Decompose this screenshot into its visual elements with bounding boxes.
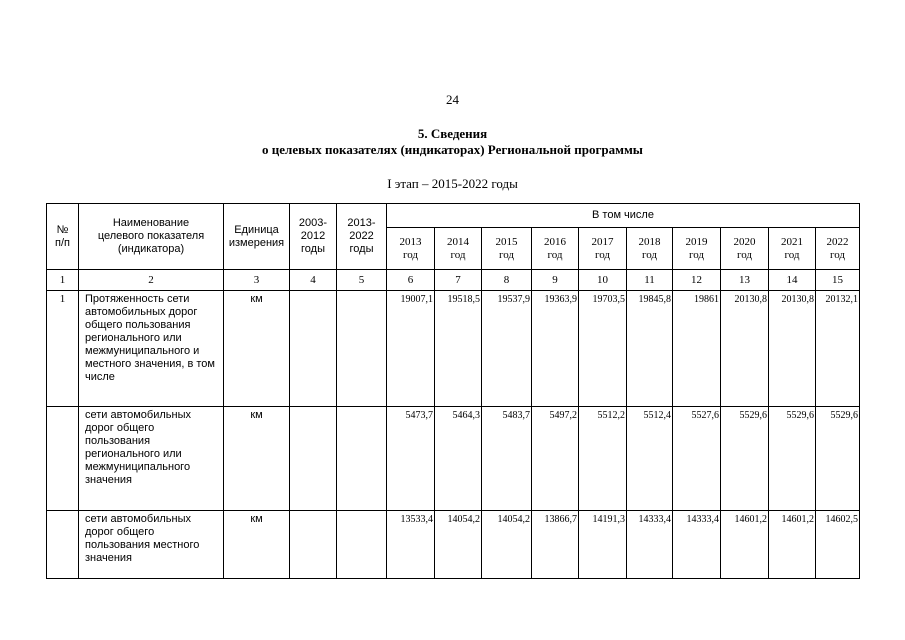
column-number: 13 bbox=[721, 270, 769, 291]
column-number: 4 bbox=[290, 270, 337, 291]
header-unit: Единица измерения bbox=[224, 204, 290, 270]
value-cell: 14333,4 bbox=[673, 511, 721, 579]
header-year: 2022 год bbox=[816, 228, 860, 270]
value-cell: 19363,9 bbox=[532, 291, 579, 407]
value-cell: 5512,4 bbox=[627, 407, 673, 511]
table-row bbox=[47, 407, 860, 511]
value-cell: 20130,8 bbox=[721, 291, 769, 407]
stage-caption: I этап – 2015-2022 годы bbox=[387, 176, 518, 191]
column-number: 8 bbox=[482, 270, 532, 291]
header-year: 2014 год bbox=[435, 228, 482, 270]
value-cell: 14054,2 bbox=[435, 511, 482, 579]
value-cell: 14054,2 bbox=[482, 511, 532, 579]
header-year: 2018 год bbox=[627, 228, 673, 270]
header-year: 2021 год bbox=[769, 228, 816, 270]
column-number: 12 bbox=[673, 270, 721, 291]
table-row bbox=[47, 291, 860, 407]
period-cell bbox=[290, 291, 337, 407]
unit-cell: км bbox=[224, 407, 290, 511]
period-cell bbox=[290, 511, 337, 579]
header-year: 2019 год bbox=[673, 228, 721, 270]
value-cell: 19518,5 bbox=[435, 291, 482, 407]
page-number: 24 bbox=[446, 92, 459, 107]
column-number: 10 bbox=[579, 270, 627, 291]
value-cell: 5529,6 bbox=[816, 407, 860, 511]
value-cell: 5497,2 bbox=[532, 407, 579, 511]
column-number: 5 bbox=[337, 270, 387, 291]
column-number: 7 bbox=[435, 270, 482, 291]
row-number bbox=[47, 407, 79, 511]
column-number: 14 bbox=[769, 270, 816, 291]
value-cell: 19007,1 bbox=[387, 291, 435, 407]
value-cell: 5529,6 bbox=[769, 407, 816, 511]
column-number: 1 bbox=[47, 270, 79, 291]
document-title bbox=[0, 126, 905, 158]
value-cell: 5512,2 bbox=[579, 407, 627, 511]
period-cell bbox=[337, 407, 387, 511]
unit-cell: км bbox=[224, 291, 290, 407]
period-cell bbox=[337, 511, 387, 579]
column-number: 11 bbox=[627, 270, 673, 291]
indicator-name: сети автомобильных дорог общего пользования регионального или межмуниципального значения bbox=[79, 407, 224, 511]
column-number: 9 bbox=[532, 270, 579, 291]
indicators-table bbox=[46, 203, 860, 579]
column-number: 2 bbox=[79, 270, 224, 291]
value-cell: 14333,4 bbox=[627, 511, 673, 579]
value-cell: 5483,7 bbox=[482, 407, 532, 511]
value-cell: 20132,1 bbox=[816, 291, 860, 407]
value-cell: 14601,2 bbox=[769, 511, 816, 579]
value-cell: 13533,4 bbox=[387, 511, 435, 579]
value-cell: 20130,8 bbox=[769, 291, 816, 407]
value-cell: 19703,5 bbox=[579, 291, 627, 407]
value-cell: 13866,7 bbox=[532, 511, 579, 579]
header-year: 2017 год bbox=[579, 228, 627, 270]
value-cell: 5527,6 bbox=[673, 407, 721, 511]
row-number: 1 bbox=[47, 291, 79, 407]
unit-cell: км bbox=[224, 511, 290, 579]
value-cell: 5529,6 bbox=[721, 407, 769, 511]
header-period-2013-2022: 2013- 2022 годы bbox=[337, 204, 387, 270]
header-num: № п/п bbox=[47, 204, 79, 270]
header-period-2003-2012: 2003- 2012 годы bbox=[290, 204, 337, 270]
title-line-2: о целевых показателях (индикаторах) Региональной программы bbox=[262, 142, 643, 157]
value-cell: 14602,5 bbox=[816, 511, 860, 579]
column-number: 15 bbox=[816, 270, 860, 291]
header-year: 2015 год bbox=[482, 228, 532, 270]
indicator-name: Протяженность сети автомобильных дорог общего пользования регионального или межмуниципального и местного значения, в том числе bbox=[79, 291, 224, 407]
header-year: 2013 год bbox=[387, 228, 435, 270]
period-cell bbox=[337, 291, 387, 407]
table-row bbox=[47, 511, 860, 579]
period-cell bbox=[290, 407, 337, 511]
header-name: Наименование целевого показателя (индикатора) bbox=[79, 204, 224, 270]
value-cell: 14191,3 bbox=[579, 511, 627, 579]
column-number: 3 bbox=[224, 270, 290, 291]
title-line-1: 5. Сведения bbox=[417, 126, 488, 141]
indicator-name: сети автомобильных дорог общего пользования местного значения bbox=[79, 511, 224, 579]
value-cell: 19537,9 bbox=[482, 291, 532, 407]
row-number bbox=[47, 511, 79, 579]
value-cell: 5464,3 bbox=[435, 407, 482, 511]
value-cell: 19845,8 bbox=[627, 291, 673, 407]
value-cell: 14601,2 bbox=[721, 511, 769, 579]
value-cell: 19861 bbox=[673, 291, 721, 407]
header-year: 2020 год bbox=[721, 228, 769, 270]
column-number: 6 bbox=[387, 270, 435, 291]
header-year: 2016 год bbox=[532, 228, 579, 270]
value-cell: 5473,7 bbox=[387, 407, 435, 511]
header-including: В том числе bbox=[387, 204, 860, 228]
